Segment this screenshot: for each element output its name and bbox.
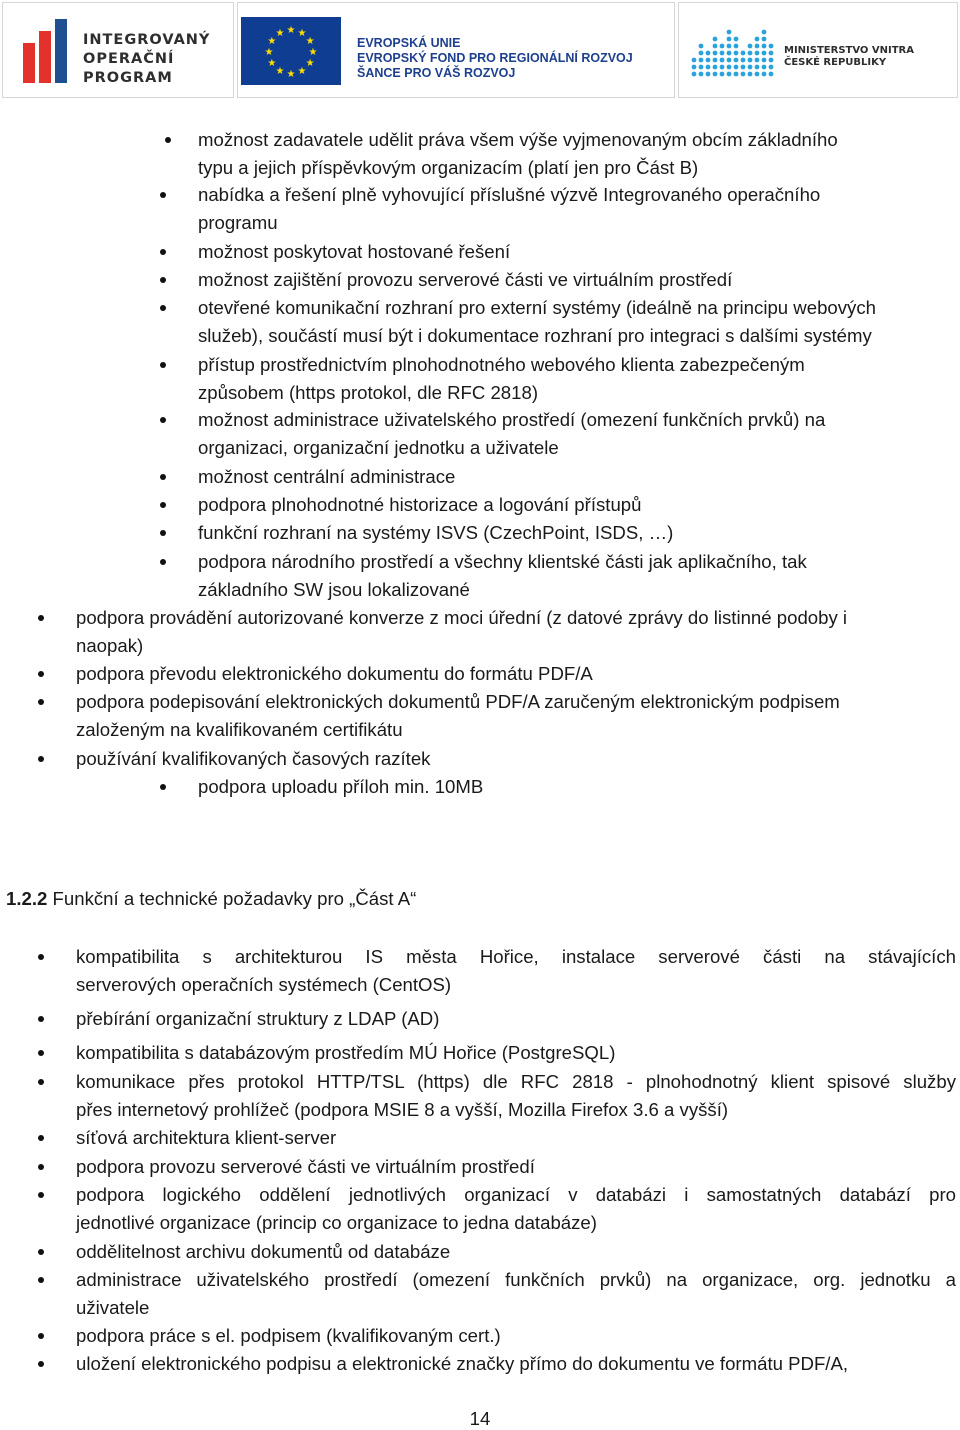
mv-dot-icon bbox=[748, 72, 753, 77]
nested-list-item-line: funkční rozhraní na systémy ISVS (CzechPoint, ISDS, …) bbox=[198, 522, 674, 543]
bullet-icon bbox=[38, 1164, 44, 1170]
eu-star-icon: ★ bbox=[308, 47, 318, 58]
mv-dot-icon bbox=[706, 51, 711, 56]
mv-dot-icon bbox=[734, 58, 739, 63]
mv-dot-icon bbox=[748, 65, 753, 70]
mv-dot-icon bbox=[699, 58, 704, 63]
mv-dot-icon bbox=[769, 44, 774, 49]
mv-dot-icon bbox=[720, 72, 725, 77]
page-number: 14 bbox=[469, 1408, 491, 1429]
bullet-icon bbox=[160, 559, 166, 565]
bullet-icon bbox=[160, 277, 166, 283]
eu-star-icon: ★ bbox=[297, 27, 307, 39]
mv-dot-icon bbox=[748, 44, 753, 49]
bullet-icon bbox=[38, 1192, 44, 1198]
bullet-icon bbox=[38, 699, 44, 705]
mv-dot-icon bbox=[699, 72, 704, 77]
eu-logo-text: EVROPSKÁ UNIE EVROPSKÝ FOND PRO REGIONÁLNÍ ROZVOJ ŠANCE PRO VÁŠ ROZVOJ bbox=[357, 36, 633, 80]
eu-flag-icon bbox=[241, 17, 341, 85]
mv-dot-icon bbox=[720, 58, 725, 63]
mv-dot-icon bbox=[741, 51, 746, 56]
mv-dot-icon bbox=[762, 65, 767, 70]
mv-dot-icon bbox=[748, 58, 753, 63]
mv-dot-icon bbox=[755, 51, 760, 56]
section-list-item-line: podpora logického oddělení jednotlivých organizací v databázi i samostatných databází pro bbox=[76, 1184, 956, 1205]
eu-star-icon: ★ bbox=[275, 66, 285, 78]
bullet-icon bbox=[38, 1079, 44, 1085]
mv-dot-icon bbox=[755, 44, 760, 49]
section-list-item-line: komunikace přes protokol HTTP/TSL (https) dle RFC 2818 - plnohodnotný klient spisové služby bbox=[76, 1071, 956, 1092]
mv-dot-icon bbox=[734, 44, 739, 49]
mv-dot-icon bbox=[727, 58, 732, 63]
bullet-icon bbox=[38, 1016, 44, 1022]
bullet-icon bbox=[160, 192, 166, 198]
upload-item-line: podpora uploadu příloh min. 10MB bbox=[198, 776, 484, 797]
bullet-icon bbox=[38, 1333, 44, 1339]
mv-dot-icon bbox=[692, 72, 697, 77]
nested-list-item-line: podpora národního prostředí a všechny klientské části jak aplikačního, tak bbox=[198, 551, 807, 572]
mv-dot-icon bbox=[713, 58, 718, 63]
mv-dot-icon bbox=[727, 30, 732, 35]
mv-dot-icon bbox=[762, 37, 767, 42]
section-list-item-line: administrace uživatelského prostředí (omezení funkčních prvků) na organizace, org. jednotku a bbox=[76, 1269, 956, 1290]
section-list-item-line: serverových operačních systémech (CentOS) bbox=[76, 974, 452, 995]
section-list-item-line: podpora práce s el. podpisem (kvalifikovaným cert.) bbox=[76, 1325, 501, 1346]
mv-dot-icon bbox=[699, 44, 704, 49]
top-list-item-line: založeným na kvalifikovaném certifikátu bbox=[76, 719, 403, 740]
nested-list-item-line: možnost zadavatele udělit práva všem výše vyjmenovaným obcím základního bbox=[198, 129, 838, 150]
bullet-icon bbox=[38, 615, 44, 621]
bullet-icon bbox=[38, 1249, 44, 1255]
mv-dot-icon bbox=[727, 51, 732, 56]
mv-dot-icon bbox=[755, 37, 760, 42]
eu-star-icon: ★ bbox=[305, 58, 315, 69]
mv-dot-icon bbox=[755, 58, 760, 63]
mv-dot-icon bbox=[748, 51, 753, 56]
mv-dot-icon bbox=[741, 58, 746, 63]
mv-dot-icon bbox=[734, 37, 739, 42]
mv-dot-icon bbox=[734, 72, 739, 77]
section-title: Funkční a technické požadavky pro „Část A“ bbox=[47, 888, 417, 909]
mv-dot-icon bbox=[713, 65, 718, 70]
nested-list-item-line: služeb), součástí musí být i dokumentace rozhraní pro integraci s dalšími systémy bbox=[198, 325, 872, 346]
bullet-icon bbox=[160, 784, 166, 790]
nested-list-item-line: typu a jejich příspěvkovým organizacím (platí jen pro Část B) bbox=[198, 157, 699, 178]
mv-dot-icon bbox=[699, 65, 704, 70]
nested-list-item-line: organizaci, organizační jednotku a uživatele bbox=[198, 437, 559, 458]
bullet-icon bbox=[160, 417, 166, 423]
bullet-icon bbox=[160, 474, 166, 480]
eu-star-icon: ★ bbox=[267, 58, 277, 69]
mv-dot-icon bbox=[762, 51, 767, 56]
nested-list-item-line: možnost zajištění provozu serverové části ve virtuálním prostředí bbox=[198, 269, 733, 290]
top-list-item-line: podpora převodu elektronického dokumentu do formátu PDF/A bbox=[76, 663, 593, 684]
section-list-item-line: uživatele bbox=[76, 1297, 150, 1318]
bullet-icon bbox=[38, 1277, 44, 1283]
top-list-item-line: používání kvalifikovaných časových razítek bbox=[76, 748, 431, 769]
bullet-icon bbox=[160, 362, 166, 368]
bullet-icon bbox=[160, 305, 166, 311]
eu-star-icon: ★ bbox=[286, 69, 296, 80]
mv-dot-icon bbox=[706, 58, 711, 63]
mv-dot-icon bbox=[769, 65, 774, 70]
eu-star-icon: ★ bbox=[275, 27, 285, 39]
nested-list-item-line: možnost poskytovat hostované řešení bbox=[198, 241, 511, 262]
mv-dot-icon bbox=[727, 44, 732, 49]
page-header bbox=[0, 0, 960, 100]
bullet-icon bbox=[38, 1050, 44, 1056]
section-list-item-line: přes internetový prohlížeč (podpora MSIE 8 a vyšší, Mozilla Firefox 3.6 a vyšší) bbox=[76, 1099, 729, 1120]
bullet-icon bbox=[38, 1135, 44, 1141]
mv-dot-icon bbox=[720, 51, 725, 56]
bullet-icon bbox=[165, 137, 171, 143]
section-list-item-line: přebírání organizační struktury z LDAP (AD) bbox=[76, 1008, 440, 1029]
mv-dot-icon bbox=[713, 37, 718, 42]
mv-dot-icon bbox=[720, 44, 725, 49]
section-list-item-line: síťová architektura klient-server bbox=[76, 1127, 337, 1148]
nested-list-item-line: nabídka a řešení plně vyhovující příslušné výzvě Integrovaného operačního bbox=[198, 184, 821, 205]
mv-logo-text: MINISTERSTVO VNITRA ČESKÉ REPUBLIKY bbox=[784, 45, 914, 68]
nested-list-item-line: možnost centrální administrace bbox=[198, 466, 456, 487]
eu-star-icon: ★ bbox=[297, 66, 307, 78]
eu-star-icon: ★ bbox=[286, 25, 296, 36]
section-heading bbox=[6, 888, 416, 910]
mv-dot-icon bbox=[713, 51, 718, 56]
bullet-icon bbox=[38, 756, 44, 762]
mv-dot-icon bbox=[762, 30, 767, 35]
section-list-item-line: uložení elektronického podpisu a elektronické značky přímo do dokumentu ve formátu PDF/A, bbox=[76, 1353, 849, 1374]
bullet-icon bbox=[38, 1361, 44, 1367]
eu-star-icon: ★ bbox=[267, 36, 277, 47]
mv-dot-icon bbox=[706, 72, 711, 77]
mv-dot-icon bbox=[755, 72, 760, 77]
mv-dot-icon bbox=[727, 37, 732, 42]
mv-dot-icon bbox=[727, 65, 732, 70]
mv-dot-icon bbox=[713, 72, 718, 77]
nested-list-item-line: způsobem (https protokol, dle RFC 2818) bbox=[198, 382, 539, 403]
nested-list-item-line: programu bbox=[198, 212, 278, 233]
mv-dot-icon bbox=[706, 65, 711, 70]
mv-dot-icon bbox=[692, 58, 697, 63]
bullet-icon bbox=[160, 249, 166, 255]
mv-dot-icon bbox=[734, 51, 739, 56]
top-list-item-line: podpora podepisování elektronických dokumentů PDF/A zaručeným elektronickým podpisem bbox=[76, 691, 840, 712]
bullet-icon bbox=[38, 954, 44, 960]
mv-dot-icon bbox=[713, 44, 718, 49]
mv-dots-icon bbox=[691, 23, 775, 77]
section-list-item-line: kompatibilita s architekturou IS města Hořice, instalace serverové části na stávajících bbox=[76, 946, 956, 967]
mv-dot-icon bbox=[741, 65, 746, 70]
mv-dot-icon bbox=[762, 44, 767, 49]
mv-dot-icon bbox=[720, 65, 725, 70]
mv-dot-icon bbox=[769, 51, 774, 56]
mv-dot-icon bbox=[755, 65, 760, 70]
section-number: 1.2.2 bbox=[6, 888, 48, 909]
eu-star-icon: ★ bbox=[264, 47, 274, 58]
section-list-item-line: podpora provozu serverové části ve virtuálním prostředí bbox=[76, 1156, 535, 1177]
mv-dot-icon bbox=[699, 51, 704, 56]
top-list-item-line: podpora provádění autorizované konverze z moci úřední (z datové zprávy do listinné podoby i bbox=[76, 607, 848, 628]
mv-dot-icon bbox=[769, 72, 774, 77]
section-list-item-line: jednotlivé organizace (princip co organizace to jedna databáze) bbox=[76, 1212, 597, 1233]
mv-dot-icon bbox=[769, 58, 774, 63]
top-list-item-line: naopak) bbox=[76, 635, 144, 656]
eu-star-icon: ★ bbox=[305, 36, 315, 47]
mv-dot-icon bbox=[692, 65, 697, 70]
nested-list-item-line: přístup prostřednictvím plnohodnotného webového klienta zabezpečeným bbox=[198, 354, 805, 375]
mv-dot-icon bbox=[762, 72, 767, 77]
iop-logo-text: INTEGROVANÝ OPERAČNÍ PROGRAM bbox=[83, 32, 211, 86]
mv-logo bbox=[678, 2, 958, 98]
bullet-icon bbox=[38, 671, 44, 677]
iop-logo bbox=[2, 2, 234, 98]
nested-list-item-line: otevřené komunikační rozhraní pro externí systémy (ideálně na principu webových bbox=[198, 297, 876, 318]
mv-dot-icon bbox=[741, 72, 746, 77]
section-list-item-line: kompatibilita s databázovým prostředím MÚ Hořice (PostgreSQL) bbox=[76, 1042, 616, 1063]
mv-dot-icon bbox=[734, 65, 739, 70]
eu-logo bbox=[237, 2, 675, 98]
mv-dot-icon bbox=[762, 58, 767, 63]
nested-list-item-line: možnost administrace uživatelského prostředí (omezení funkčních prvků) na bbox=[198, 409, 826, 430]
bullet-icon bbox=[160, 530, 166, 536]
nested-list-item-line: podpora plnohodnotné historizace a logování přístupů bbox=[198, 494, 642, 515]
iop-mark-icon bbox=[21, 19, 81, 85]
bullet-icon bbox=[160, 502, 166, 508]
mv-dot-icon bbox=[727, 72, 732, 77]
section-list-item-line: oddělitelnost archivu dokumentů od databáze bbox=[76, 1241, 451, 1262]
nested-list-item-line: základního SW jsou lokalizované bbox=[198, 579, 470, 600]
